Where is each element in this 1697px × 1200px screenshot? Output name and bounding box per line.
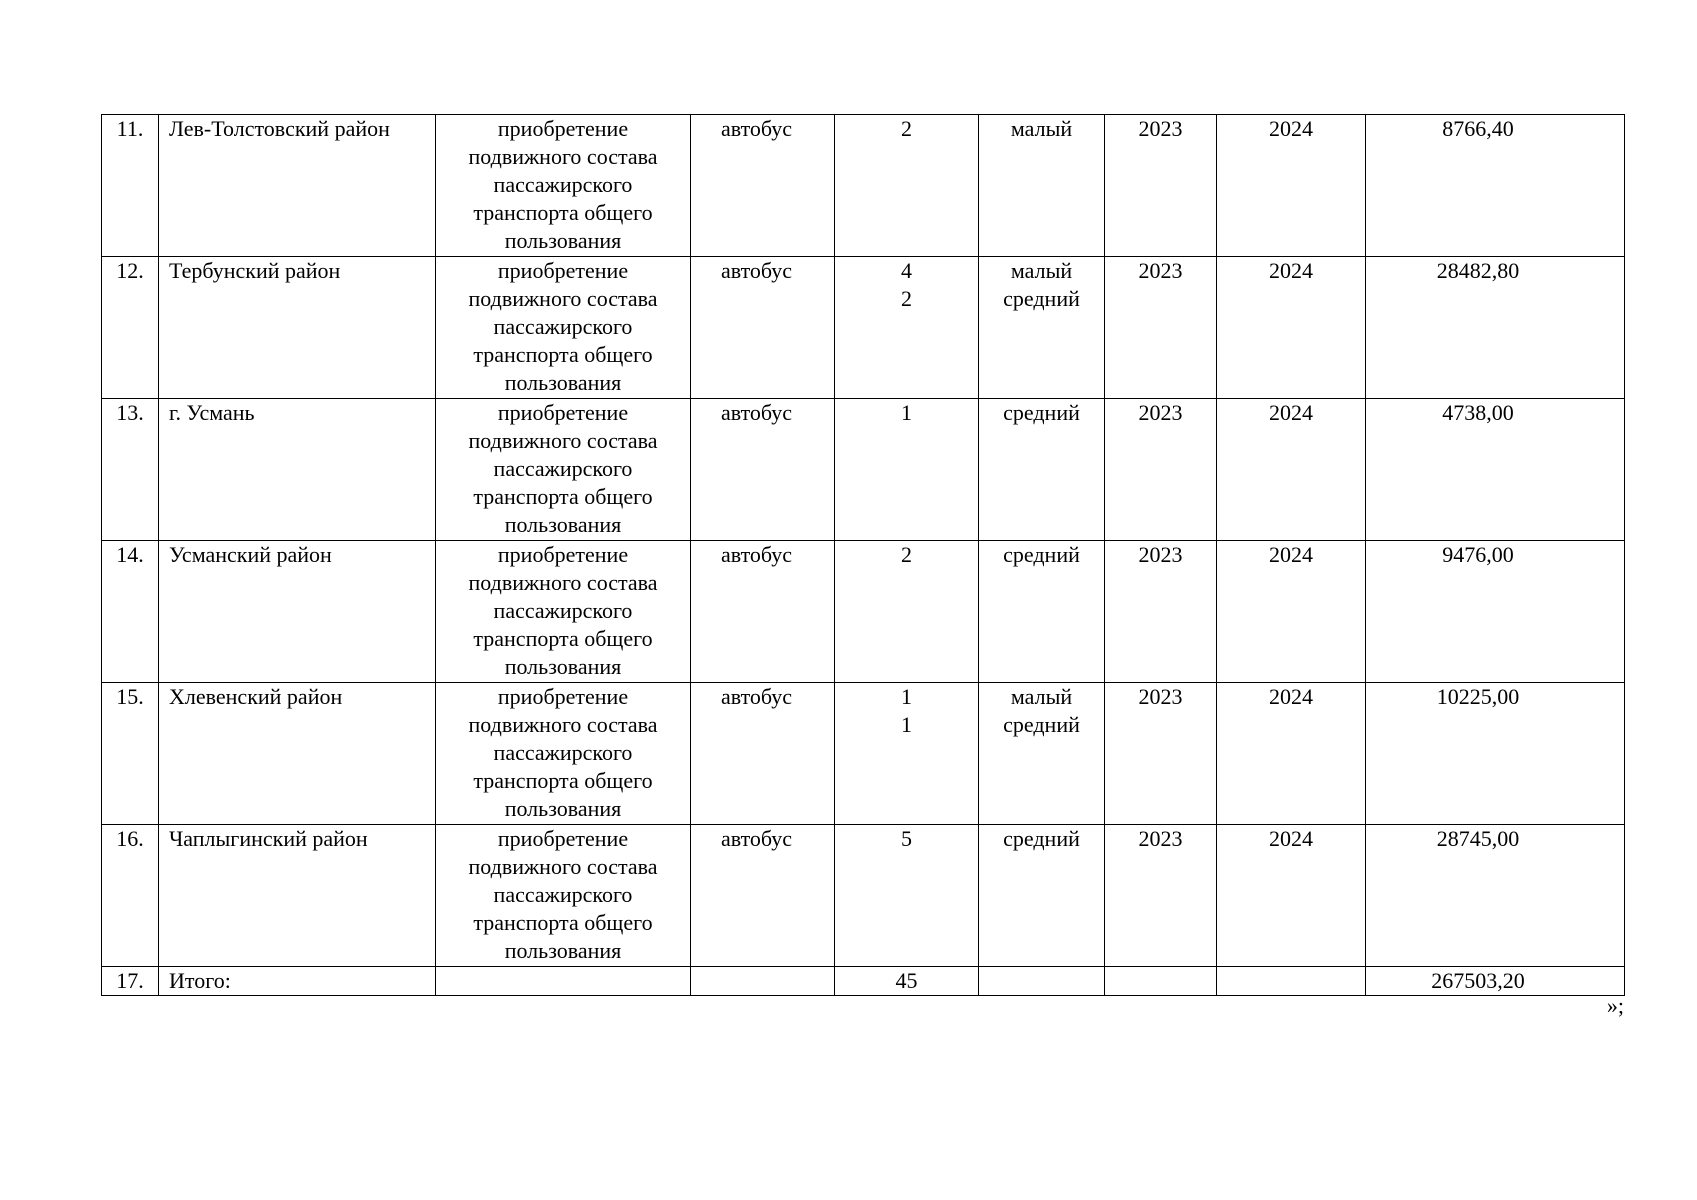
quantity-line: 1 [901, 712, 912, 737]
purpose-line: приобретение [497, 684, 629, 709]
purpose-line: пользования [504, 228, 622, 253]
purpose-line: транспорта общего [473, 484, 653, 509]
bus-class-cell [979, 541, 1105, 683]
start-year-cell: 2023 [1105, 683, 1217, 825]
table-row [102, 825, 1625, 967]
bus-class-line: малый [1010, 258, 1073, 283]
purpose-line: пользования [504, 938, 622, 963]
purpose-line: приобретение [497, 258, 629, 283]
row-number-cell: 16. [102, 825, 159, 967]
purpose-line: пользования [504, 654, 622, 679]
purpose-line: пассажирского [493, 740, 633, 765]
bus-class-cell [979, 683, 1105, 825]
end-year-cell: 2024 [1217, 541, 1366, 683]
purpose-line: транспорта общего [473, 342, 653, 367]
quantity-cell [835, 683, 979, 825]
purpose-line: пассажирского [493, 598, 633, 623]
purpose-line: пассажирского [493, 882, 633, 907]
end-year-cell: 2024 [1217, 683, 1366, 825]
quantity-line: 2 [901, 542, 912, 567]
quantity-cell [835, 541, 979, 683]
vehicle-type-cell: автобус [691, 115, 835, 257]
purpose-line: подвижного состава [468, 144, 658, 169]
purpose-cell [436, 399, 691, 541]
bus-class-line: малый [1010, 116, 1073, 141]
district-name-cell: Лев-Толстовский район [159, 115, 436, 257]
total-amount-cell: 267503,20 [1366, 967, 1625, 996]
purpose-line: приобретение [497, 542, 629, 567]
vehicle-type-cell: автобус [691, 257, 835, 399]
purpose-line: транспорта общего [473, 626, 653, 651]
table-row [102, 541, 1625, 683]
bus-class-line: средний [1003, 286, 1080, 311]
purpose-line: пассажирского [493, 172, 633, 197]
district-name-cell: Чаплыгинский район [159, 825, 436, 967]
purpose-line: транспорта общего [473, 768, 653, 793]
row-number-cell: 12. [102, 257, 159, 399]
start-year-cell: 2023 [1105, 825, 1217, 967]
purpose-cell [436, 825, 691, 967]
amount-cell: 9476,00 [1366, 541, 1625, 683]
vehicle-type-cell: автобус [691, 825, 835, 967]
total-quantity-cell: 45 [835, 967, 979, 996]
total-label-cell: Итого: [159, 967, 436, 996]
bus-class-cell [979, 115, 1105, 257]
empty-cell [979, 967, 1105, 996]
amount-cell: 8766,40 [1366, 115, 1625, 257]
amount-cell: 28745,00 [1366, 825, 1625, 967]
quantity-cell [835, 825, 979, 967]
vehicle-type-cell: автобус [691, 541, 835, 683]
quantity-line: 5 [901, 826, 912, 851]
table-row [102, 399, 1625, 541]
bus-class-cell [979, 257, 1105, 399]
purpose-cell [436, 257, 691, 399]
quantity-line: 4 [901, 258, 912, 283]
bus-class-line: средний [1003, 542, 1080, 567]
quantity-cell [835, 257, 979, 399]
table-row [102, 257, 1625, 399]
empty-cell [1217, 967, 1366, 996]
empty-cell [436, 967, 691, 996]
purpose-cell [436, 683, 691, 825]
row-number-cell: 11. [102, 115, 159, 257]
quantity-cell [835, 115, 979, 257]
start-year-cell: 2023 [1105, 115, 1217, 257]
start-year-cell: 2023 [1105, 399, 1217, 541]
bus-class-cell [979, 825, 1105, 967]
bus-class-line: средний [1003, 400, 1080, 425]
empty-cell [1105, 967, 1217, 996]
purpose-line: транспорта общего [473, 200, 653, 225]
purpose-line: пассажирского [493, 456, 633, 481]
vehicle-type-cell: автобус [691, 683, 835, 825]
bus-class-line: средний [1003, 712, 1080, 737]
quantity-line: 1 [901, 684, 912, 709]
end-year-cell: 2024 [1217, 825, 1366, 967]
district-name-cell: Усманский район [159, 541, 436, 683]
budget-table [101, 114, 1625, 996]
amount-cell: 4738,00 [1366, 399, 1625, 541]
purpose-line: пользования [504, 796, 622, 821]
purpose-line: приобретение [497, 826, 629, 851]
purpose-line: пользования [504, 512, 622, 537]
purpose-line: пользования [504, 370, 622, 395]
closing-quote-mark: »; [1606, 993, 1624, 1018]
quantity-line: 2 [901, 286, 912, 311]
total-row [102, 967, 1625, 996]
start-year-cell: 2023 [1105, 541, 1217, 683]
quantity-line: 1 [901, 400, 912, 425]
end-year-cell: 2024 [1217, 257, 1366, 399]
quantity-line: 2 [901, 116, 912, 141]
bus-class-line: малый [1010, 684, 1073, 709]
end-year-cell: 2024 [1217, 399, 1366, 541]
end-year-cell: 2024 [1217, 115, 1366, 257]
district-name-cell: г. Усмань [159, 399, 436, 541]
purpose-line: подвижного состава [468, 570, 658, 595]
row-number-cell: 14. [102, 541, 159, 683]
purpose-line: приобретение [497, 116, 629, 141]
purpose-line: пассажирского [493, 314, 633, 339]
empty-cell [691, 967, 835, 996]
district-name-cell: Тербунский район [159, 257, 436, 399]
purpose-line: подвижного состава [468, 428, 658, 453]
purpose-line: подвижного состава [468, 854, 658, 879]
row-number-cell: 15. [102, 683, 159, 825]
purpose-cell [436, 541, 691, 683]
quantity-cell [835, 399, 979, 541]
amount-cell: 28482,80 [1366, 257, 1625, 399]
purpose-line: приобретение [497, 400, 629, 425]
table-row [102, 683, 1625, 825]
purpose-line: транспорта общего [473, 910, 653, 935]
row-number-cell: 13. [102, 399, 159, 541]
district-name-cell: Хлевенский район [159, 683, 436, 825]
total-number-cell: 17. [102, 967, 159, 996]
bus-class-line: средний [1003, 826, 1080, 851]
table-row [102, 115, 1625, 257]
bus-class-cell [979, 399, 1105, 541]
purpose-cell [436, 115, 691, 257]
start-year-cell: 2023 [1105, 257, 1217, 399]
vehicle-type-cell: автобус [691, 399, 835, 541]
amount-cell: 10225,00 [1366, 683, 1625, 825]
purpose-line: подвижного состава [468, 712, 658, 737]
purpose-line: подвижного состава [468, 286, 658, 311]
table-body [102, 115, 1625, 996]
